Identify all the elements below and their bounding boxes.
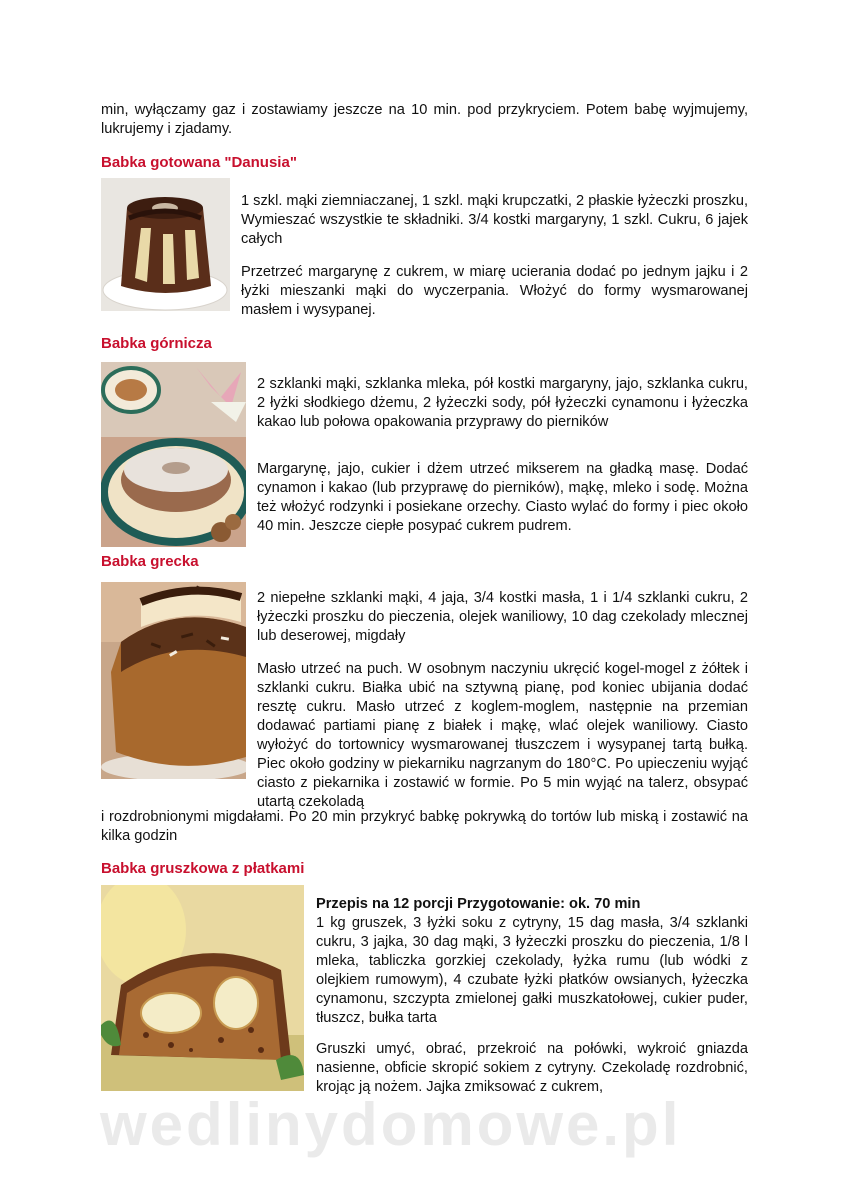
recipe-subtitle-gruszkowa	[316, 895, 748, 1028]
spiced-bundt-cake-with-tea-photo	[101, 362, 246, 547]
intro-paragraph: min, wyłączamy gaz i zostawiamy jeszcze na 10 min. pod przykryciem. Potem babę wyjmujemy, lukrujemy i zjadamy.	[101, 102, 748, 137]
recipe-title-danusia: Babka gotowana "Danusia"	[101, 154, 297, 171]
pear-loaf-cake-photo	[101, 885, 304, 1091]
recipe-method-danusia: Przetrzeć margarynę z cukrem, w miarę ucierania dodać po jednym jajku i 2 łyżki mieszanki mąki do wyczerpania. Włożyć do formy wysmarowanej masłem i wysypanej.	[241, 264, 748, 318]
recipe-servings-line: Przepis na 12 porcji Przygotowanie: ok. 70 min	[316, 896, 641, 912]
recipe-ingredients-danusia: 1 szkl. mąki ziemniaczanej, 1 szkl. mąki krupczatki, 2 płaskie łyżeczki proszku, Wymieszać wszystkie te składniki. 3/4 kostki margaryny, 1 szkl. Cukru, 6 jajek całych	[241, 193, 748, 247]
recipe-title-gornicza: Babka górnicza	[101, 335, 212, 352]
recipe-method-grecka: Masło utrzeć na puch. W osobnym naczyniu ukręcić kogel-mogel z żółtek i szklanki cukru. Białka ubić na sztywną pianę, pod koniec ubijania dodać resztę cukru. Masło utrzeć z koglem-moglem, następnie na przemian dodawać partiami pianę z białek i mąkę, wlać olejek waniliowy. Ciasto wyłożyć do tortownicy wysmarowanej tłuszczem i wysypanej tartą bułką. Piec około godziny w piekarniku nagrzanym do 180°C. Po upieczeniu wyjąć ciasto z piekarnika i zostawić w formie. Po 5 min wyjąć na talerz, obsypać utartą czekoladą	[257, 661, 748, 810]
chocolate-almond-cake-photo	[101, 582, 246, 779]
recipe-ingredients-grecka: 2 niepełne szklanki mąki, 4 jaja, 3/4 kostki masła, 1 i 1/4 szklanki cukru, 2 łyżeczki proszku do pieczenia, olejek waniliowy, 10 dag czekolady mlecznej lub deserowej, migdały	[257, 590, 748, 644]
recipe-title-gruszkowa: Babka gruszkowa z płatkami	[101, 860, 305, 877]
recipe-ingredients-gornicza: 2 szklanki mąki, szklanka mleka, pół kostki margaryny, jajo, szklanka cukru, 2 łyżki słodkiego dżemu, 2 łyżeczki sody, pół łyżeczki cynamonu i łyżeczka kakao lub połowa opakowania przyprawy do pierników	[257, 376, 748, 430]
site-watermark: wedlinydomowe.pl	[100, 1091, 682, 1158]
marble-bundt-cake-photo	[101, 178, 230, 311]
recipe-title-grecka: Babka grecka	[101, 553, 199, 570]
recipe-method-gornicza: Margarynę, jajo, cukier i dżem utrzeć mikserem na gładką masę. Dodać cynamon i kakao (lub przyprawę do pierników), mąkę, mleko i sodę. Można też włożyć rodzynki i posiekane orzechy. Ciasto wylać do formy i piec około 40 min. Jeszcze ciepłe posypać cukrem pudrem.	[257, 461, 748, 534]
recipe-ingredients-gruszkowa: 1 kg gruszek, 3 łyżki soku z cytryny, 15 dag masła, 3/4 szklanki cukru, 3 jajka, 30 dag mąki, 3 łyżeczki proszku do pieczenia, 1/8 l mleka, tabliczka gorzkiej czekolady, łyżka rumu (lub wódki z olejkiem rumowym), 4 czubate łyżki płatków owsianych, łyżeczka cynamonu, szczypta zmielonej gałki muszkatołowej, cukier puder, tłuszcz, bułka tarta	[316, 915, 748, 1026]
recipe-method-grecka-continued: i rozdrobnionymi migdałami. Po 20 min przykryć babkę pokrywką do tortów lub miską i zostawić na kilka godzin	[101, 809, 748, 844]
recipe-method-gruszkowa: Gruszki umyć, obrać, przekroić na połówki, wykroić gniazda nasienne, obficie skropić sokiem z cytryny. Czekoladę rozdrobnić, krojąc ją nożem. Jajka zmiksować z cukrem,	[316, 1041, 748, 1095]
